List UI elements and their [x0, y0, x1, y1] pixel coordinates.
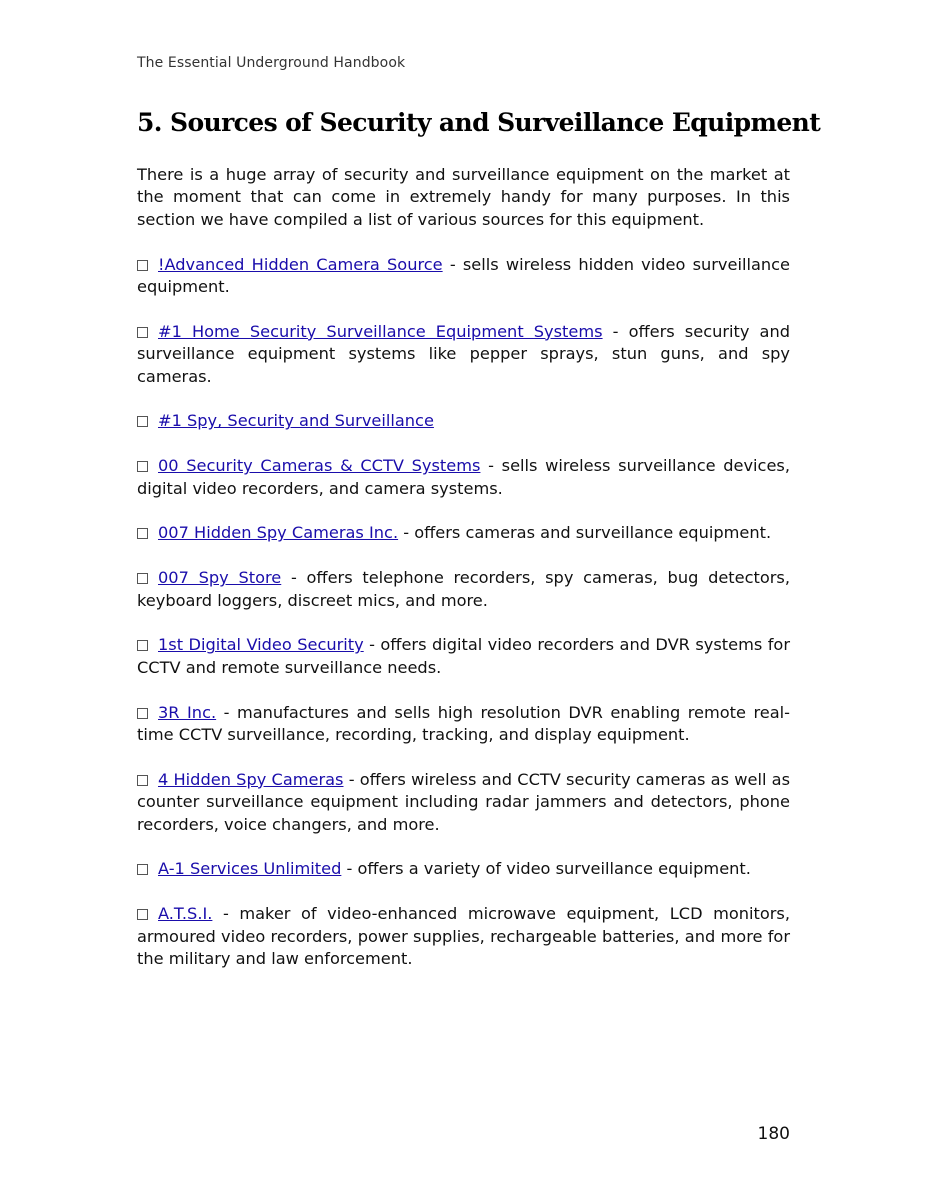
source-link[interactable]: 007 Spy Store: [158, 568, 282, 588]
source-description: - offers security and surveillance equipment systems like pepper sprays, stun guns, and spy cameras.: [137, 321, 790, 386]
list-item: [137, 634, 790, 679]
checkbox-bullet-icon: [137, 528, 148, 539]
checkbox-bullet-icon: [137, 327, 148, 338]
checkbox-bullet-icon: [137, 573, 148, 584]
source-description: - offers cameras and surveillance equipment.: [398, 523, 772, 543]
list-item: [137, 321, 790, 388]
list-item: [137, 410, 790, 432]
source-description: - manufactures and sells high resolution DVR enabling remote real-time CCTV surveillance, recording, tracking, and display equipment.: [137, 702, 790, 745]
checkbox-bullet-icon: [137, 909, 148, 920]
source-link[interactable]: 00 Security Cameras & CCTV Systems: [158, 456, 481, 476]
list-item: [137, 858, 790, 880]
source-link[interactable]: 1st Digital Video Security: [158, 635, 364, 655]
list-item: [137, 567, 790, 612]
page-number: 180: [757, 1124, 790, 1144]
checkbox-bullet-icon: [137, 775, 148, 786]
source-description: - offers wireless and CCTV security cameras as well as counter surveillance equipment including radar jammers and detectors, phone recorders, voice changers, and more.: [137, 769, 791, 834]
source-link[interactable]: A.T.S.I.: [158, 904, 213, 924]
chapter-title: 5. Sources of Security and Surveillance Equipment: [137, 108, 821, 137]
checkbox-bullet-icon: [137, 640, 148, 651]
source-description: - offers a variety of video surveillance equipment.: [341, 859, 751, 879]
list-item: [137, 769, 790, 836]
list-item: [137, 702, 790, 747]
source-link[interactable]: #1 Spy, Security and Surveillance: [158, 411, 434, 431]
source-link[interactable]: !Advanced Hidden Camera Source: [158, 254, 443, 274]
list-item: [137, 254, 790, 299]
source-link[interactable]: 3R Inc.: [158, 702, 217, 722]
source-link[interactable]: 4 Hidden Spy Cameras: [158, 769, 344, 789]
source-link[interactable]: A-1 Services Unlimited: [158, 859, 342, 879]
source-description: - offers telephone recorders, spy cameras, bug detectors, keyboard loggers, discreet mics, and more.: [137, 568, 790, 610]
list-item: [137, 455, 790, 500]
checkbox-bullet-icon: [137, 708, 148, 719]
checkbox-bullet-icon: [137, 260, 148, 271]
running-header: The Essential Underground Handbook: [137, 55, 406, 71]
content-body: [137, 164, 790, 993]
source-description: - sells wireless surveillance devices, digital video recorders, and camera systems.: [137, 456, 790, 498]
checkbox-bullet-icon: [137, 461, 148, 472]
source-description: - maker of video-enhanced microwave equipment, LCD monitors, armoured video recorders, power supplies, rechargeable batteries, and more for the military and law enforcement.: [137, 904, 790, 969]
checkbox-bullet-icon: [137, 864, 148, 875]
checkbox-bullet-icon: [137, 416, 148, 427]
source-link[interactable]: 007 Hidden Spy Cameras Inc.: [158, 523, 399, 543]
source-link[interactable]: #1 Home Security Surveillance Equipment Systems: [158, 321, 603, 341]
list-item: [137, 522, 790, 544]
intro-paragraph: There is a huge array of security and surveillance equipment on the market at the moment that can come in extremely handy for many purposes. In this section we have compiled a list of various sources for this equipment.: [137, 165, 790, 229]
list-item: [137, 903, 790, 970]
source-description: - offers digital video recorders and DVR systems for CCTV and remote surveillance needs.: [137, 635, 790, 677]
source-description: - sells wireless hidden video surveillance equipment.: [137, 254, 790, 297]
